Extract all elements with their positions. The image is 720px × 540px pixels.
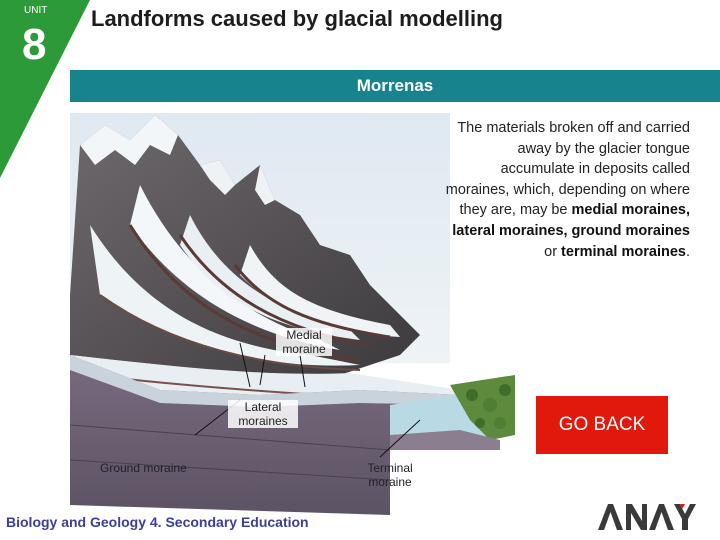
label-lateral-moraines: Lateral moraines xyxy=(228,400,298,428)
go-back-button[interactable]: GO BACK xyxy=(536,396,668,454)
description-part-1: The materials broken off and carried away by the glacier tongue accumulate in deposits called moraines, which, depending on where they are, may be xyxy=(445,120,690,219)
footer-text: Biology and Geology 4. Secondary Education xyxy=(6,514,309,530)
description-bold-1: medial moraines, lateral moraines, ground moraines xyxy=(452,202,690,239)
label-ground-moraine: Ground moraine xyxy=(100,461,187,475)
label-terminal-moraine: Terminal moraine xyxy=(367,461,413,489)
label-medial-moraine: Medial moraine xyxy=(276,328,332,356)
description-bold-2: terminal moraines xyxy=(561,243,686,260)
section-banner xyxy=(70,70,720,102)
anaya-logo xyxy=(596,500,700,532)
unit-number: 8 xyxy=(22,20,47,69)
section-banner-text: Morrenas xyxy=(356,76,434,95)
description-part-3: . xyxy=(685,243,690,260)
unit-label: UNIT xyxy=(24,5,48,16)
page-title: Landforms caused by glacial modelling xyxy=(91,6,503,31)
description-part-2: or xyxy=(544,243,562,260)
description-text xyxy=(440,118,690,262)
